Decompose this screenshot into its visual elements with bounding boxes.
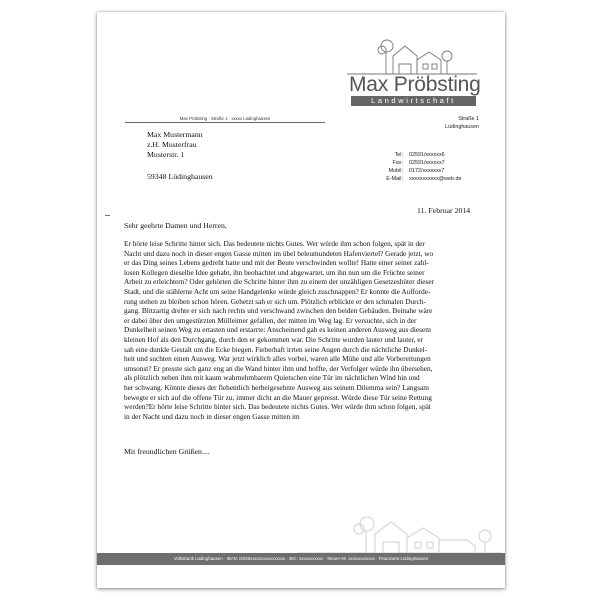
bank-footer: Volksbank Lüdinghausen · IBAN: DE55xxxxxxxxxxxxxxxx · BIC: xxxxxxxxxxx · Steuer-Nr. xxx/xxxx/xxxx · Finanzamt Lüdinghausen [97,553,505,565]
farm-buildings-icon [341,34,481,78]
salutation: Sehr geehrte Damen und Herren, [124,221,227,230]
body-line: er das Ding seines Lebens gedreht hatte und mit der Beute verschwinden wollte! Hatte einer seiner zahl- [124,258,429,268]
body-line: her schwang. Könnte dieses der flehentlich herbeigesehnte Ausweg aus seinem Dilemma sein? Langsam [124,382,429,392]
body-line: in der Nacht und dazu noch in dieser engen Gasse mitten im [124,411,300,421]
body-line: als plötzlich neben ihm mit kaum wahrnehmbarem Quietschen eine Tür im nächtlichen Wind hin und [124,373,420,383]
fold-mark [105,215,110,216]
sender-return-line: Max Pröbsting · Straße 1 · xxxxx Lüdinghausen [125,116,325,123]
logo-name: Max Pröbsting [349,73,481,96]
body-line: Stadt, und die stählerne Acht um seine Handgelenke würde gleich zuschnappen? Er konnte die Aufforde- [124,286,431,296]
recipient-address [147,130,213,182]
contact-value: 0172/xxxxxxx7 [409,168,445,174]
contact-value: 02591/xxxxxx7 [409,160,445,166]
contact-label: Mobil: [388,168,403,174]
body-line: kleinen Hof als den Durchgang, durch den er gekommen war. Die Schritte wurden lauter und lauter, er [124,334,423,344]
body-line: Arbeit zu erleichtern? Oder gehörten die Schritte hinter ihm zu einem der unzähligen Gesetzeshüter dieser [124,277,434,287]
farm-watermark-icon [297,510,502,554]
body-line: heit und suchten einen Ausweg. War jetzt wirklich alles vorbei, waren alle Mühe und alle Vorbereitungen [124,354,431,364]
contact-label: Fax: [392,160,403,166]
body-line: Er hörte leise Schritte hinter sich. Das bedeutete nichts Gutes. Wer würde ihm schon folgen, spät in der [124,239,425,248]
contact-label: Tel: [394,152,403,158]
body-line: rung stehen zu bleiben schon hören. Gehetzt sah er sich um. Plötzlich erblickte er den schmalen Durch- [124,296,426,306]
body-line: werden?Er hörte leise Schritte hinter sich. Das bedeutete nichts Gutes. Wer würde ihm schon folgen, spät [124,402,431,412]
recipient-street: Musterstr. 1 [147,150,185,159]
body-line: gang. Blitzartig drehte er sich nach rechts und verschwand zwischen den beiden Gebäuden. Beinahe wäre [124,306,433,316]
body-line: Nacht und dazu noch in dieser engen Gasse mitten im übel beleumundeten Hafenviertel? Gerade jetzt, wo [124,248,434,258]
body-line: sah eine dunkle Gestalt um die Ecke biegen. Fieberhaft irrten seine Augen durch die nächtliche Dunkel- [124,344,428,354]
contact-value: xxxxxxxxxxx@web.de [409,176,462,182]
body-line: er dabei über den umgestürzten Mülleimer gefallen, der mitten im Weg lag. Er versuchte, sich in der [124,315,417,325]
contact-label: E-Mail: [386,176,403,182]
letter-body [124,239,472,421]
letter-page [97,12,505,588]
logo-subtitle: Landwirtschaft [351,96,476,106]
letter-date: 11. Februar 2014 [417,206,471,215]
contact-value: 02591/xxxxxx6 [409,152,445,158]
body-line: bewegte er sich auf die offene Tür zu, immer dicht an die Mauer gepresst. Würde diese Tür seine Rettung [124,392,432,402]
recipient-name: Max Mustermann [147,130,203,139]
body-line: Dunkelheit seinen Weg zu ertasten und erstarrte: Anscheinend gab es keinen anderen Ausweg aus diesem [124,325,431,335]
recipient-city: 59348 Lüdinghausen [147,172,213,181]
contact-city: Lüdinghausen [445,124,479,130]
recipient-attention: z.H. Musterfrau [147,140,197,149]
closing: Mit freundlichen Grüßen.... [124,447,210,456]
body-line: losen Kollegen dieselbe Idee gehabt, ihn beobachtet und abgewartet, um ihn nun um die Früchte seiner [124,267,425,277]
contact-street: Straße 1 [458,116,479,122]
company-logo [341,34,481,110]
body-line: umsonst? Er presste sich ganz eng an die Wand hinter ihm und hoffte, der Verfolger würde ihn übersehen, [124,363,433,373]
